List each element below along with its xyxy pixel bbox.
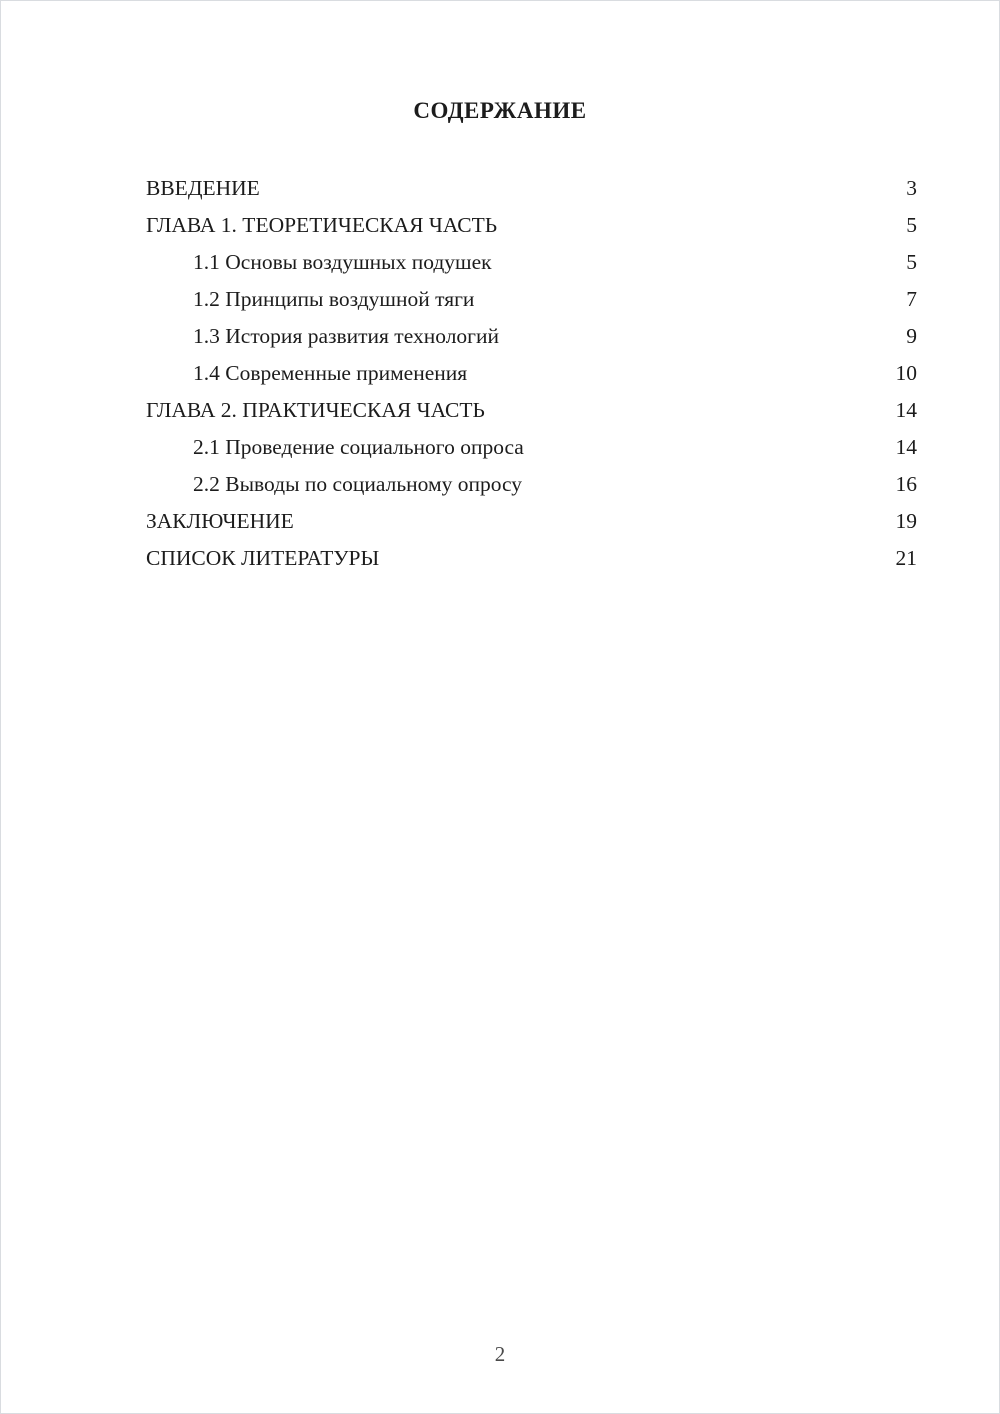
toc-entry	[146, 207, 917, 244]
toc-entry-label: 1.1 Основы воздушных подушек	[193, 250, 492, 274]
toc-entry-label: ГЛАВА 1. ТЕОРЕТИЧЕСКАЯ ЧАСТЬ	[146, 213, 498, 237]
toc-entry	[146, 244, 917, 281]
toc-entry	[146, 503, 917, 540]
toc-entry-page-number: 14	[895, 435, 917, 459]
toc-entry-label: 2.2 Выводы по социальному опросу	[193, 472, 523, 496]
toc-entry-label: 1.3 История развития технологий	[193, 324, 499, 348]
toc-entry-page-number: 5	[906, 250, 917, 274]
toc-entry-page-number: 21	[895, 546, 917, 570]
toc-entry-label: 2.1 Проведение социального опроса	[193, 435, 524, 459]
toc-entry-label: ЗАКЛЮЧЕНИЕ	[146, 509, 294, 533]
toc-list	[146, 170, 917, 577]
toc-entry-page-number: 19	[895, 509, 917, 533]
toc-entry-label: 1.4 Современные применения	[193, 361, 468, 385]
toc-entry	[146, 281, 917, 318]
toc-entry	[146, 355, 917, 392]
toc-entry	[146, 540, 917, 577]
toc-entry-label: СПИСОК ЛИТЕРАТУРЫ	[146, 546, 380, 570]
toc-entry-page-number: 9	[906, 324, 917, 348]
toc-entry-page-number: 16	[895, 472, 917, 496]
toc-entry-page-number: 7	[906, 287, 917, 311]
toc-entry	[146, 392, 917, 429]
toc-entry-label: ВВЕДЕНИЕ	[146, 176, 260, 200]
toc-entry	[146, 170, 917, 207]
toc-entry-label: ГЛАВА 2. ПРАКТИЧЕСКАЯ ЧАСТЬ	[146, 398, 485, 422]
page-title: СОДЕРЖАНИЕ	[413, 98, 587, 123]
footer-page-number: 2	[494, 1342, 506, 1366]
toc-entry	[146, 429, 917, 466]
toc-entry-label: 1.2 Принципы воздушной тяги	[193, 287, 475, 311]
toc-entry	[146, 466, 917, 503]
toc-entry-page-number: 14	[895, 398, 917, 422]
toc-entry-page-number: 3	[906, 176, 917, 200]
toc-entry-page-number: 5	[906, 213, 917, 237]
toc-entry-page-number: 10	[895, 361, 917, 385]
toc-entry	[146, 318, 917, 355]
